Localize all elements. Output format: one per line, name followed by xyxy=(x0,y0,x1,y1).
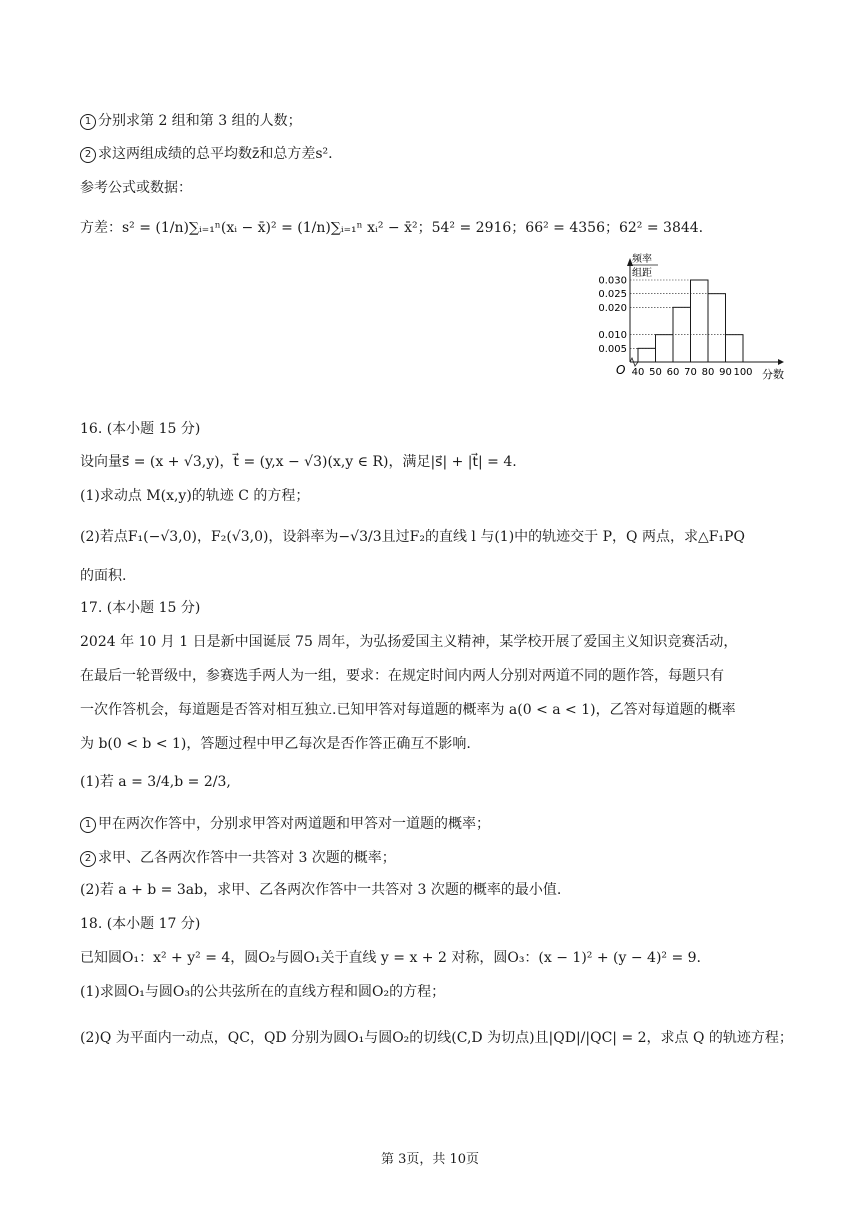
chart-marks xyxy=(598,258,784,378)
p18-stem: 已知圆O₁：x² + y² = 4，圆O₂与圆O₁关于直线 y = x + 2 对称，圆O₃：(x − 1)² + (y − 4)² = 9. xyxy=(80,950,702,966)
p18-part1: (1)求圆O₁与圆O₃的公共弦所在的直线方程和圆O₂的方程； xyxy=(80,984,446,1000)
p15-sub1: 1 分别求第 2 组和第 3 组的人数； xyxy=(80,111,302,131)
x-axis-label: 分数 xyxy=(762,368,784,381)
p17-stem-line4: 为 b(0 < b < 1)，答题过程中甲乙每次是否作答正确互不影响. xyxy=(80,736,471,752)
p17-stem-line2: 在最后一轮晋级中，参赛选手两人为一组，要求：在规定时间内两人分别对两道不同的题作答，每题只有 xyxy=(80,668,724,684)
p17-sub1: 1 甲在两次作答中，分别求甲答对两道题和甲答对一道题的概率； xyxy=(80,814,490,834)
circled-number: 2 xyxy=(80,147,96,163)
histogram-bar xyxy=(708,294,726,362)
p17-sub2: 2 求甲、乙各两次作答中一共答对 3 次题的概率； xyxy=(80,848,396,868)
p18-part2: (2)Q 为平面内一动点，QC，QD 分别为圆O₁与圆O₂的切线(C,D 为切点)且|QD|/|QC| = 2，求点 Q 的轨迹方程； xyxy=(80,1030,793,1046)
p16-part2: (2)若点F₁(−√3,0)，F₂(√3,0)，设斜率为−√3/3且过F₂的直线 l 与(1)中的轨迹交于 P，Q 两点，求△F₁PQ xyxy=(80,529,745,545)
histogram-bar xyxy=(691,280,709,362)
p16-header: 16. (本小题 15 分) xyxy=(80,421,201,437)
p15-reference-label: 参考公式或数据： xyxy=(80,180,192,196)
y-axis-label-bottom: 组距 xyxy=(632,268,652,279)
p17-part2: (2)若 a + b = 3ab，求甲、乙各两次作答中一共答对 3 次题的概率的最小值. xyxy=(80,882,562,898)
p16-part2-continued: 的面积. xyxy=(80,568,127,584)
y-axis-label-top: 频率 xyxy=(632,254,652,265)
p16-stem: 设向量s⃗ = (x + √3,y)，t⃗ = (y,x − √3)(x,y ∈ R)，满足|s⃗| + |t⃗| = 4. xyxy=(80,454,517,470)
p17-stem-line1: 2024 年 10 月 1 日是新中国诞辰 75 周年，为弘扬爱国主义精神，某学校开展了爱国主义知识竞赛活动， xyxy=(80,634,738,650)
p17-header: 17. (本小题 15 分) xyxy=(80,600,201,616)
p17-stem-line3: 一次作答机会，每道题是否答对相互独立.已知甲答对每道题的概率为 a(0 < a < 1)，乙答对每道题的概率 xyxy=(80,702,736,718)
circled-number: 1 xyxy=(80,114,96,130)
x-tick-label: 50 xyxy=(649,367,662,378)
histogram-bar xyxy=(638,348,656,362)
page-footer: 第 3页，共 10页 xyxy=(380,1152,480,1167)
frequency-histogram xyxy=(588,250,798,390)
p15-variance-formula: 方差：s² = (1/n)∑ᵢ₌₁ⁿ(xᵢ − x̄)² = (1/n)∑ᵢ₌₁ⁿ xᵢ² − x̄²；54² = 2916；66² = 4356；62² = 3844. xyxy=(80,220,704,236)
y-tick-label: 0.030 xyxy=(598,275,627,287)
x-tick-label: 100 xyxy=(733,367,753,378)
x-tick-label: 40 xyxy=(631,367,645,378)
histogram-bar xyxy=(726,335,744,362)
y-tick-label: 0.025 xyxy=(598,289,627,301)
circled-number: 2 xyxy=(80,851,96,867)
circled-number: 1 xyxy=(80,817,96,833)
x-axis-arrow xyxy=(778,359,784,365)
p17-part1: (1)若 a = 3/4,b = 2/3, xyxy=(80,774,231,790)
p16-part1: (1)求动点 M(x,y)的轨迹 C 的方程； xyxy=(80,488,310,504)
p18-header: 18. (本小题 17 分) xyxy=(80,916,201,932)
y-tick-label: 0.005 xyxy=(598,343,627,355)
origin-label: O xyxy=(616,363,626,377)
y-tick-label: 0.010 xyxy=(598,330,627,342)
x-tick-label: 80 xyxy=(701,367,715,378)
y-tick-label: 0.020 xyxy=(598,302,627,314)
p15-sub2: 2 求这两组成绩的总平均数z̄和总方差s². xyxy=(80,144,333,164)
x-tick-label: 60 xyxy=(666,367,680,378)
x-tick-label: 70 xyxy=(684,367,697,378)
x-tick-label: 90 xyxy=(719,367,732,378)
histogram-bar xyxy=(656,335,674,362)
